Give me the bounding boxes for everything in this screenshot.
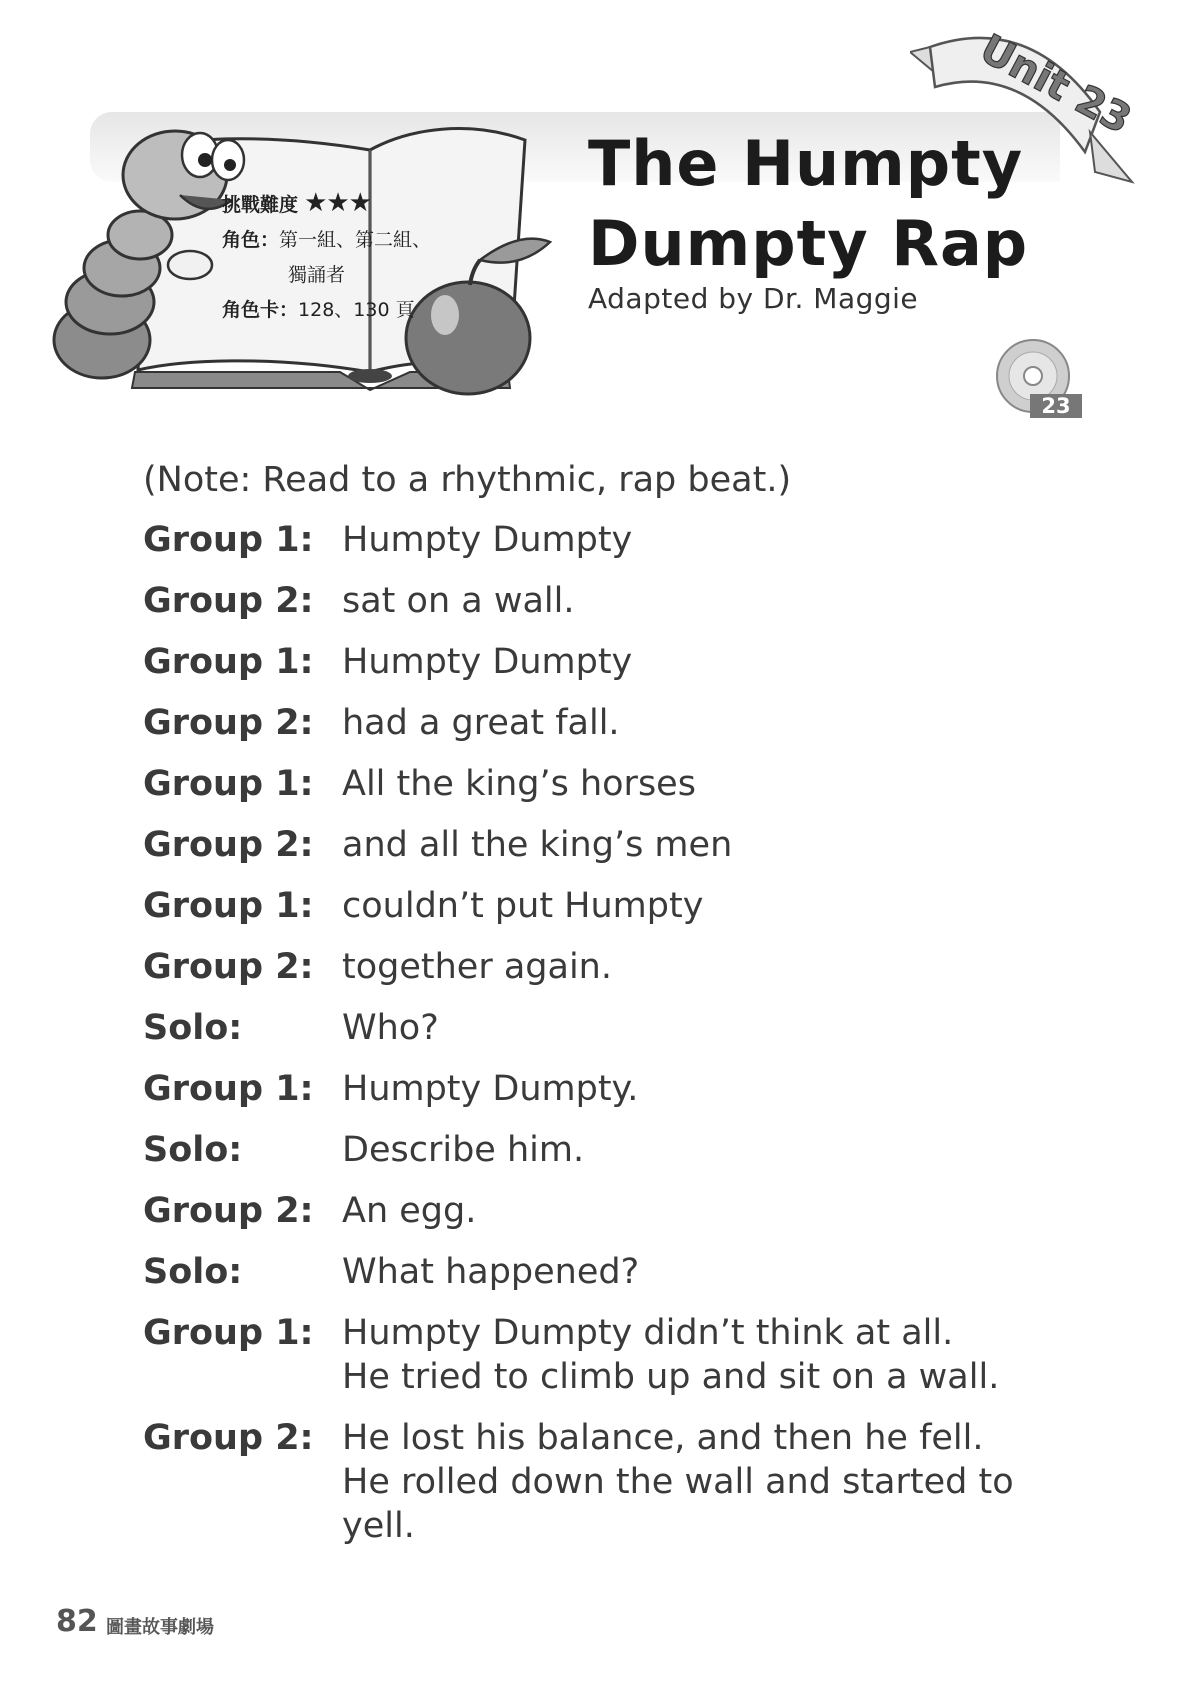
speaker-label: Group 2: xyxy=(143,825,314,865)
speaker-label: Group 1: xyxy=(143,520,314,560)
page-title xyxy=(588,124,1028,284)
line-text: Humpty Dumpty. xyxy=(342,1069,639,1109)
script-line xyxy=(143,1250,1043,1294)
roles-value-cont: 獨誦者 xyxy=(288,264,346,286)
speaker-label: Group 1: xyxy=(143,886,314,926)
roles-label: 角色： xyxy=(222,229,280,251)
line-text: Humpty Dumpty didn’t think at all. He tried to climb up and sit on a wall. xyxy=(342,1313,1000,1397)
cards-label: 角色卡： xyxy=(222,299,299,321)
line-text: together again. xyxy=(342,947,612,987)
line-text: and all the king’s men xyxy=(342,825,733,865)
difficulty-label: 挑戰難度 xyxy=(222,194,299,216)
line-text: Humpty Dumpty xyxy=(342,642,633,682)
line-text: He lost his balance, and then he fell. He rolled down the wall and started to yell. xyxy=(342,1418,1014,1546)
line-text: had a great fall. xyxy=(342,703,620,743)
title-line-2: Dumpty Rap xyxy=(588,207,1029,280)
speaker-label: Solo: xyxy=(143,1008,243,1048)
speaker-label: Group 1: xyxy=(143,764,314,804)
speaker-label: Group 2: xyxy=(143,1418,314,1458)
line-text: All the king’s horses xyxy=(342,764,696,804)
difficulty-stars: ★★★ xyxy=(304,188,371,218)
script-line xyxy=(143,1006,1043,1050)
script-line xyxy=(143,1416,1043,1548)
performance-note: (Note: Read to a rhythmic, rap beat.) xyxy=(143,460,792,500)
line-text: Humpty Dumpty xyxy=(342,520,633,560)
script-line xyxy=(143,640,1043,684)
script-lines xyxy=(143,518,1043,1565)
info-card xyxy=(222,186,472,328)
script-line xyxy=(143,1311,1043,1399)
speaker-label: Solo: xyxy=(143,1130,243,1170)
line-text: What happened? xyxy=(342,1252,640,1292)
speaker-label: Group 2: xyxy=(143,947,314,987)
page-number: 82 xyxy=(56,1604,98,1639)
script-line xyxy=(143,884,1043,928)
book-title: 圖畫故事劇場 xyxy=(106,1617,214,1638)
line-text: sat on a wall. xyxy=(342,581,575,621)
speaker-label: Group 1: xyxy=(143,642,314,682)
unit-label: Unit 23 xyxy=(972,25,1139,144)
script-line xyxy=(143,823,1043,867)
roles-value: 第一組、第二組、 xyxy=(279,229,432,251)
title-line-1: The Humpty xyxy=(588,127,1024,200)
script-line xyxy=(143,1189,1043,1233)
script-line xyxy=(143,945,1043,989)
speaker-label: Group 2: xyxy=(143,1191,314,1231)
line-text: Describe him. xyxy=(342,1130,585,1170)
cards-value: 128、130 頁 xyxy=(298,299,415,321)
track-number: 23 xyxy=(1030,394,1082,418)
line-text: couldn’t put Humpty xyxy=(342,886,704,926)
script-line xyxy=(143,762,1043,806)
speaker-label: Group 1: xyxy=(143,1069,314,1109)
script-line xyxy=(143,518,1043,562)
subtitle: Adapted by Dr. Maggie xyxy=(588,282,919,315)
script-line xyxy=(143,701,1043,745)
speaker-label: Solo: xyxy=(143,1252,243,1292)
speaker-label: Group 1: xyxy=(143,1313,314,1353)
script-line xyxy=(143,1128,1043,1172)
line-text: Who? xyxy=(342,1008,439,1048)
speaker-label: Group 2: xyxy=(143,581,314,621)
speaker-label: Group 2: xyxy=(143,703,314,743)
line-text: An egg. xyxy=(342,1191,477,1231)
script-line xyxy=(143,1067,1043,1111)
script-line xyxy=(143,579,1043,623)
